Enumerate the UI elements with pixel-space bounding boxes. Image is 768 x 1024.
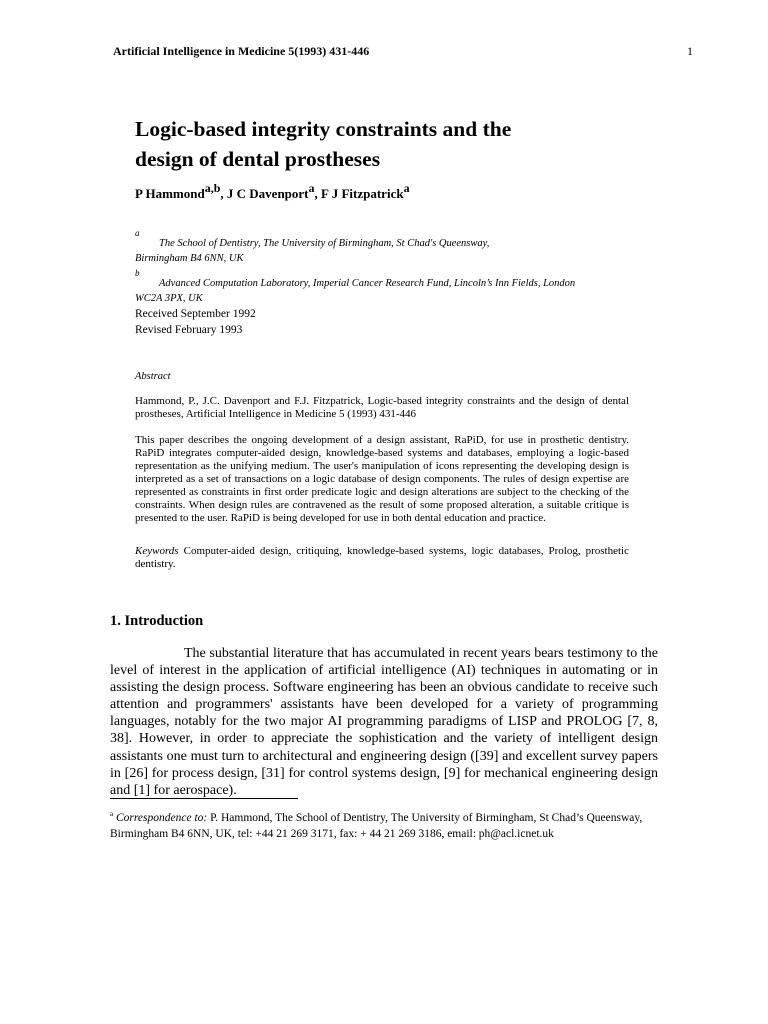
keywords-text: Computer-aided design, critiquing, knowledge-based systems, logic databases, Prolog, prosthetic dentistry. bbox=[135, 545, 629, 570]
abstract-label: Abstract bbox=[135, 371, 171, 382]
revised-date: Revised February 1993 bbox=[135, 324, 243, 336]
affiliation-a bbox=[135, 226, 635, 266]
affiliation-b bbox=[135, 266, 635, 306]
abstract-citation: Hammond, P., J.C. Davenport and F.J. Fitzpatrick, Logic-based integrity constraints and the design of dental prostheses, Artificial Intelligence in Medicine 5 (1993) 431-446 bbox=[135, 395, 629, 420]
paper-title bbox=[135, 114, 655, 174]
section-heading: 1. Introduction bbox=[110, 613, 204, 629]
affiliation-mark: a bbox=[135, 228, 140, 238]
footnote bbox=[110, 806, 650, 842]
author-name: , J C Davenport bbox=[220, 186, 309, 201]
author-name: P Hammond bbox=[135, 186, 205, 201]
affiliation-line: Birmingham B4 6NN, UK bbox=[135, 253, 244, 264]
introduction-paragraph bbox=[110, 645, 658, 799]
running-head: Artificial Intelligence in Medicine 5(1993) 431-446 bbox=[113, 44, 370, 58]
affiliation-line: WC2A 3PX, UK bbox=[135, 293, 203, 304]
author-affiliation-mark: a,b bbox=[204, 181, 221, 195]
received-date: Received September 1992 bbox=[135, 308, 256, 320]
footnote-divider bbox=[110, 798, 298, 799]
title-line-2: design of dental prostheses bbox=[135, 147, 381, 171]
title-line-1: Logic-based integrity constraints and the bbox=[135, 117, 512, 141]
abstract-keywords bbox=[135, 545, 629, 571]
page-number: 1 bbox=[687, 44, 693, 58]
author-affiliation-mark: a bbox=[308, 181, 315, 195]
footnote-text: P. Hammond, The School of Dentistry, The University of Birmingham, St Chad’s Queensway, Birmingham B4 6NN, UK, tel: +44 21 269 3171, fax: + 44 21 269 3186, email: ph@acl.icnet.uk bbox=[110, 811, 643, 840]
abstract-body: This paper describes the ongoing development of a design assistant, RaPiD, for use in prosthetic dentistry. RaPiD integrates computer-aided design, knowledge-based systems and databases, employing a logic-based representation as the unifying medium. The user's manipulation of icons representing the developing design is interpreted as a set of transactions on a logic database of design components. The rules of design expertise are represented as constraints in first order predicate logic and design alterations are subject to the checking of the constraints. When design rules are contravened as the result of some proposed alteration, a suitable critique is presented to the user. RaPiD is being developed for use in both dental education and practice. bbox=[135, 434, 629, 524]
paragraph-text: The substantial literature that has accumulated in recent years bears testimony to the level of interest in the application of artificial intelligence (AI) techniques in automating or in assisting the design process. Software engineering has been an obvious candidate to receive such attention and programmers' assistants have been developed for a variety of programming languages, notably for the two major AI programming paradigms of LISP and PROLOG [7, 8, 38]. However, in order to appreciate the sophistication and the variety of intelligent design assistants one must turn to architectural and engineering design ([39] and excellent survey papers in [26] for process design, [31] for control systems design, [9] for mechanical engineering design and [1] for aerospace). bbox=[110, 646, 658, 798]
author-affiliation-mark: a bbox=[403, 181, 410, 195]
submission-dates bbox=[135, 306, 256, 338]
affiliation-mark: b bbox=[135, 268, 140, 278]
affiliation-line: Advanced Computation Laboratory, Imperial Cancer Research Fund, Lincoln’s Inn Fields, London bbox=[159, 278, 576, 289]
author-name: , F J Fitzpatrick bbox=[314, 186, 404, 201]
footnote-mark: a bbox=[110, 810, 114, 818]
affiliation-line: The School of Dentistry, The University of Birmingham, St Chad's Queensway, bbox=[159, 238, 490, 249]
author-list bbox=[135, 181, 695, 204]
footnote-label: Correspondence to: bbox=[115, 811, 208, 824]
keywords-label: Keywords bbox=[135, 545, 179, 557]
